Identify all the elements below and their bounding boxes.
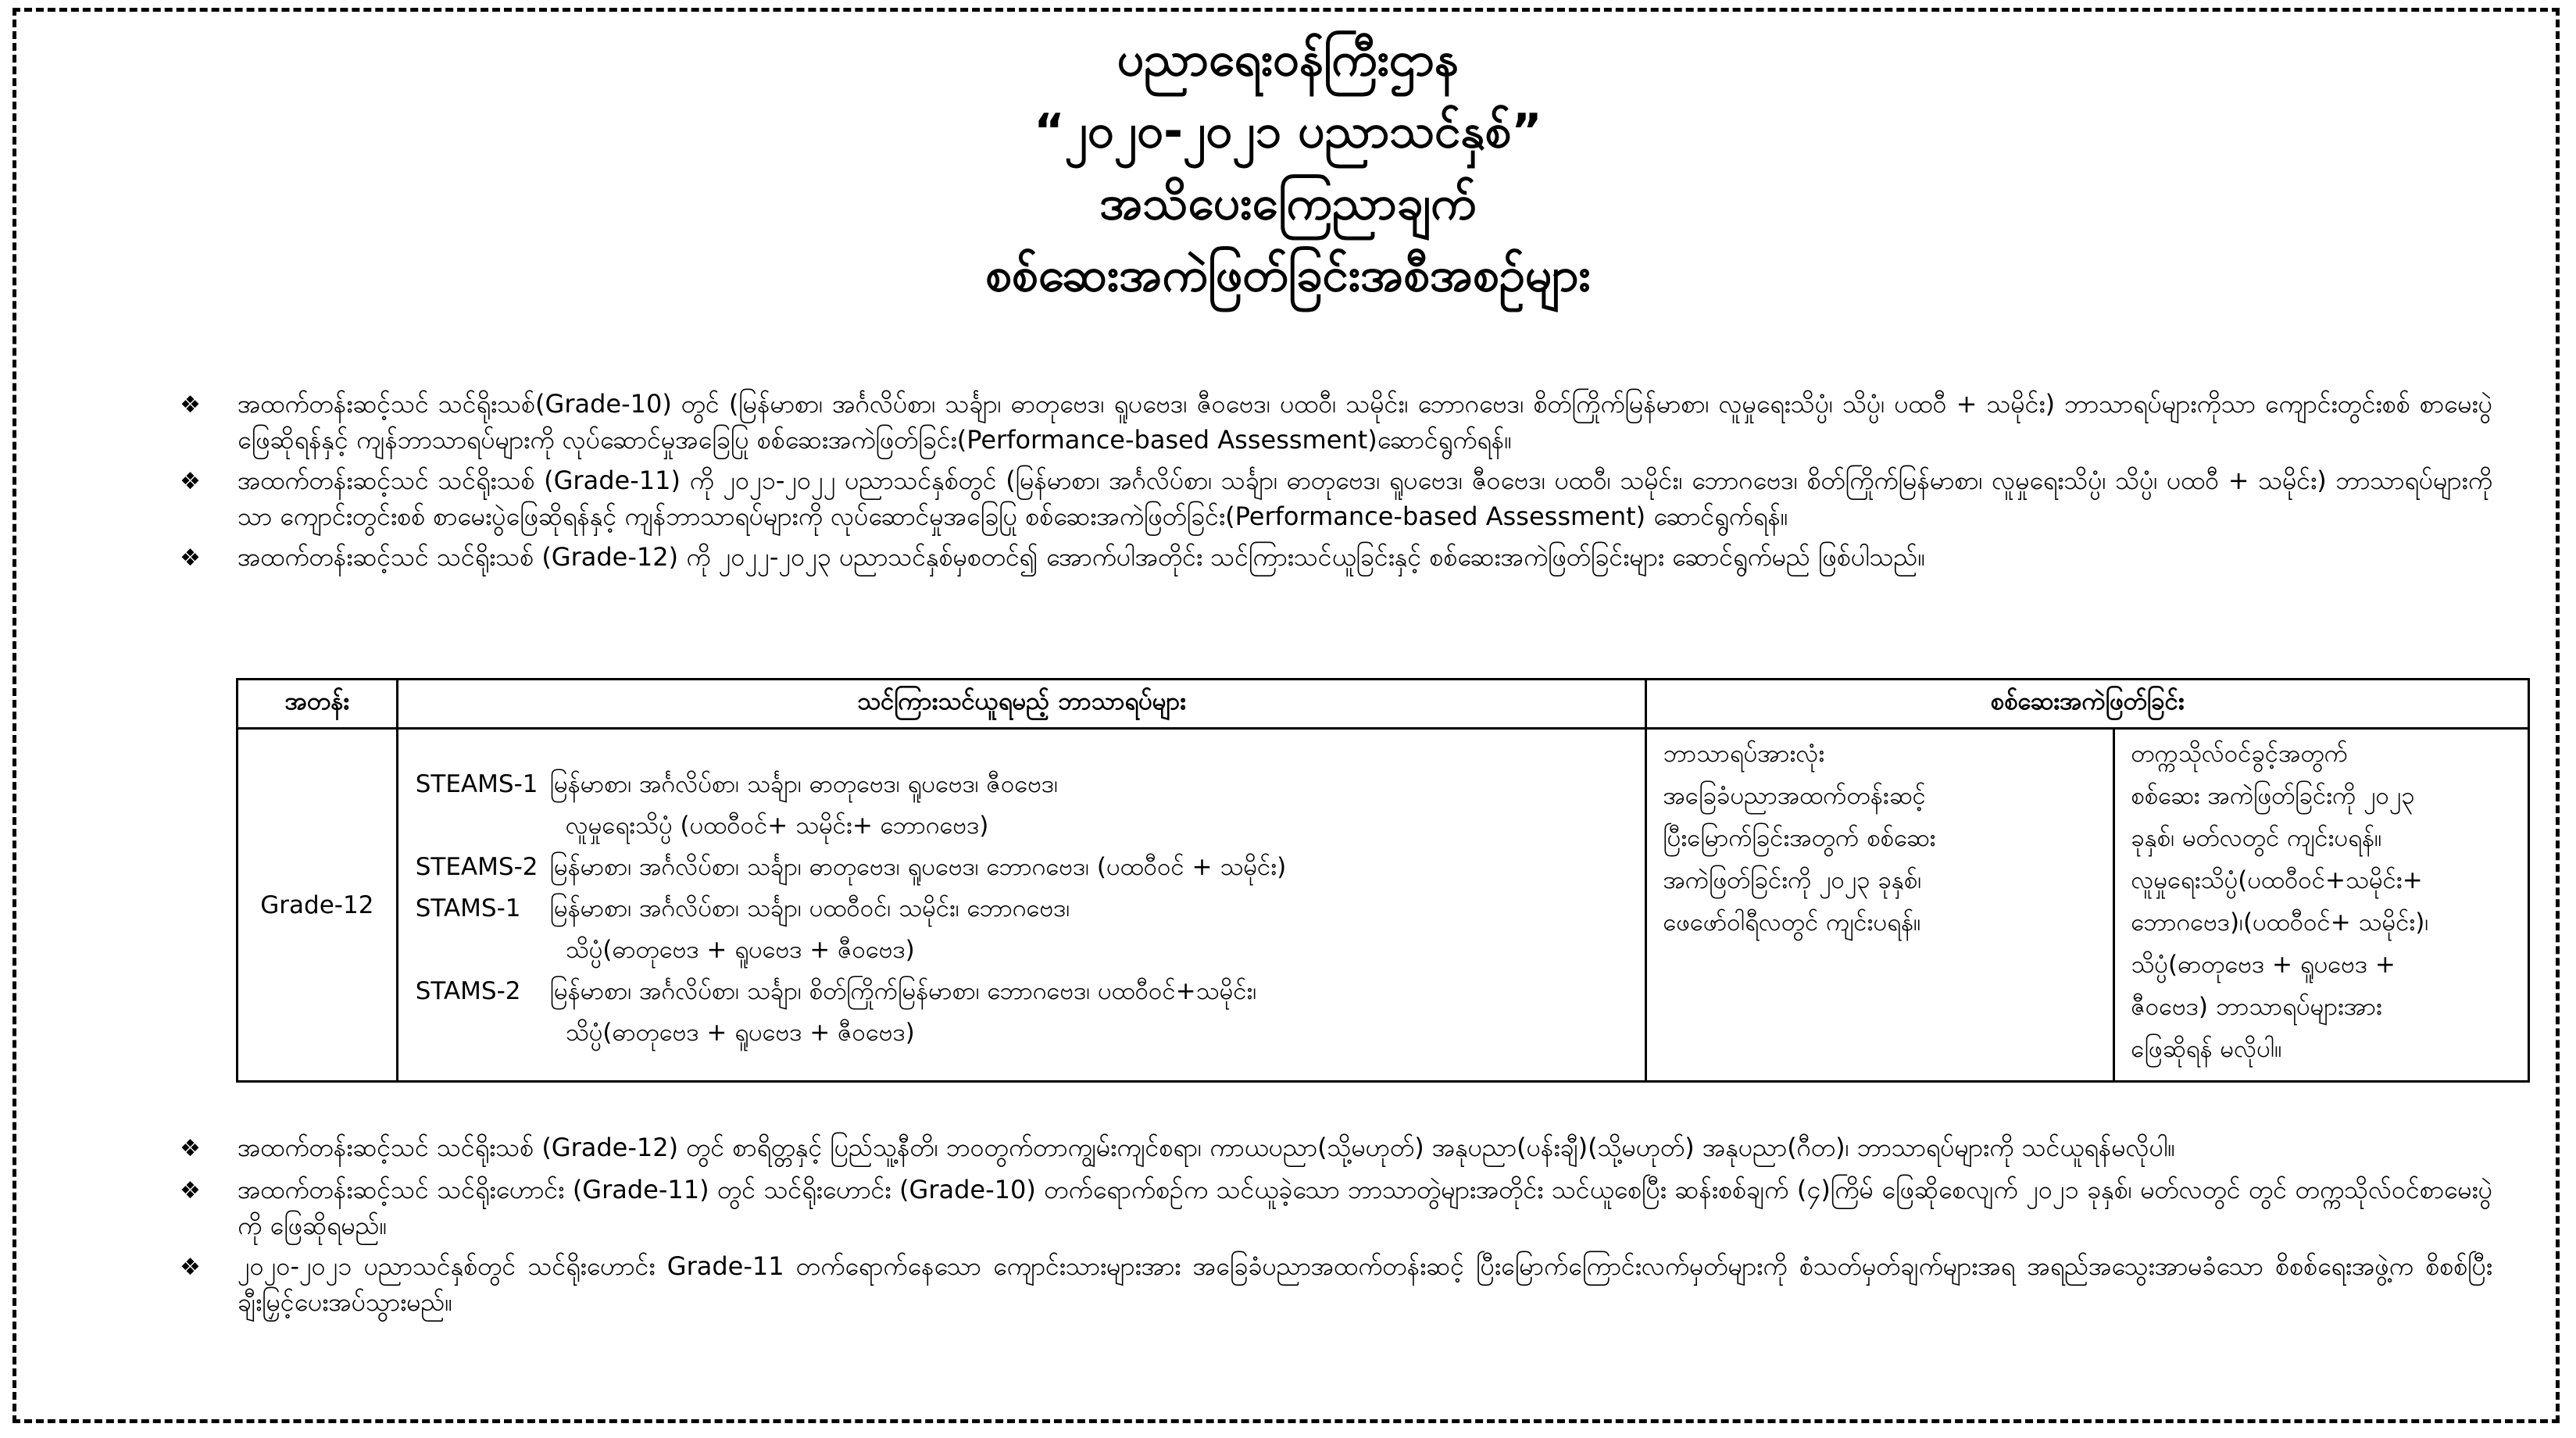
bullet-text-grade10: အထက်တန်းဆင့်သင် သင်ရိုးသစ်(Grade-10) တွင် (မြန်မာစာ၊ အင်္ဂလိပ်စာ၊ သင်္ချာ၊ ဓာတုဗေဒ၊ ရူပဗေဒ၊ ဇီဝဗေဒ၊ ပထဝီ၊ သမိုင်း၊ ဘောဂဗေဒ၊ စိတ်ကြိုက်မြန်မာစာ၊ လူမှုရေးသိပ္ပံ၊ သိပ္ပံ၊ ပထဝီ + သမိုင်း) ဘာသာရပ်များကိုသာ ကျောင်းတွင်းစစ် စာမေးပွဲဖြေဆိုရန်နှင့် ကျန်ဘာသာရပ်များကို လုပ်ဆောင်မှုအခြေပြု စစ်ဆေးအကဲဖြတ်ခြင်း(Performance-based Assessment)ဆောင်ရွက်ရန်။ [238,389,2493,455]
stream-code: STAMS-1 [415,894,521,922]
university-entrance-cell [2114,729,2529,1082]
header-subjects: သင်ကြားသင်ယူရမည့် ဘာသာရပ်များ [397,680,1646,729]
subject-list: သိပ္ပံ(ဓာတုဗေဒ + ရူပဗေဒ + ဇီဝဗေဒ) [565,936,915,964]
bullet-diamond-icon: ❖ [180,391,201,419]
stream-code: STEAMS-1 [415,770,538,798]
assessment-line: ဘောဂဗေဒ)၊(ပထဝီဝင်+ သမိုင်း)၊ [2131,908,2429,937]
subject-list: သိပ္ပံ(ဓာတုဗေဒ + ရူပဗေဒ + ဇီဝဗေဒ) [565,1019,915,1047]
subject-list: မြန်မာစာ၊ အင်္ဂလိပ်စာ၊ သင်္ချာ၊ ပထဝီဝင်၊ သမိုင်း၊ ဘောဂဗေဒ၊ [549,894,1070,922]
subject-list: မြန်မာစာ၊ အင်္ဂလိပ်စာ၊ သင်္ချာ၊ စိတ်ကြိုက်မြန်မာစာ၊ ဘောဂဗေဒ၊ ပထဝီဝင်+သမိုင်း၊ [549,977,1257,1005]
bullet-diamond-icon: ❖ [180,544,201,572]
subject-line [416,930,1645,971]
bullet-text-grade11: အထက်တန်းဆင့်သင် သင်ရိုးသစ် (Grade-11) ကို ၂၀၂၁-၂၀၂၂ ပညာသင်နှစ်တွင် (မြန်မာစာ၊ အင်္ဂလိပ်စာ၊ သင်္ချာ၊ ဓာတုဗေဒ၊ ရူပဗေဒ၊ ဇီဝဗေဒ၊ ပထဝီ၊ သမိုင်း၊ ဘောဂဗေဒ၊ စိတ်ကြိုက်မြန်မာစာ၊ လူမှုရေးသိပ္ပံ၊ သိပ္ပံ၊ ပထဝီ + သမိုင်း) ဘာသာရပ်များကိုသာ ကျောင်းတွင်းစစ် စာမေးပွဲဖြေဆိုရန်နှင့် ကျန်ဘာသာရပ်များကို လုပ်ဆောင်မှုအခြေပြု စစ်ဆေးအကဲဖြတ်ခြင်း(Performance-based Assessment) ဆောင်ရွက်ရန်။ [238,466,2493,531]
subject-list: မြန်မာစာ၊ အင်္ဂလိပ်စာ၊ သင်္ချာ၊ ဓာတုဗေဒ၊ ရူပဗေဒ၊ ဇီဝဗေဒ၊ [549,770,1058,798]
assessment-line: လူမှုရေးသိပ္ပံ(ပထဝီဝင်+သမိုင်း+ [2131,866,2423,894]
assessment-line: ဘာသာရပ်အားလုံး [1663,740,1825,768]
bullet-text-grade12: အထက်တန်းဆင့်သင် သင်ရိုးသစ် (Grade-12) ကို ၂၀၂၂-၂၀၂၃ ပညာသင်နှစ်မှစတင်၍ အောက်ပါအတိုင်း သင်ကြားသင်ယူခြင်းနှင့် စစ်ဆေးအကဲဖြတ်ခြင်းများ ဆောင်ရွက်မည် ဖြစ်ပါသည်။ [238,542,1926,572]
bullet-text-certificates: ၂၀၂၀-၂၀၂၁ ပညာသင်နှစ်တွင် သင်ရိုးဟောင်း Grade-11 တက်ရောက်နေသော ကျောင်းသားများအား အခြေခံပညာအထက်တန်းဆင့် ပြီးမြောက်ကြောင်းလက်မှတ်များကို စံသတ်မှတ်ချက်များအရ အရည်အသွေးအာမခံသော စိစစ်ရေးအဖွဲ့က စိစစ်ပြီး ချီးမြှင့်ပေးအပ်သွားမည်။ [238,1251,2492,1317]
bullet-diamond-icon: ❖ [180,1177,201,1204]
bullet-item [180,539,2492,576]
assessment-line: အခြေခံပညာအထက်တန်းဆင့် [1663,782,1926,810]
assessment-line: ခုနှစ်၊ မတ်လတွင် ကျင်းပရန်။ [2131,824,2382,852]
grade-cell: Grade-12 [238,729,398,1082]
subject-list: လူမှုရေးသိပ္ပံ (ပထဝီဝင်+ သမိုင်း+ ဘောဂဗေဒ) [565,812,989,840]
table-header-row [238,680,2529,729]
table-row [238,729,2529,1082]
subject-line [416,764,1645,805]
bullet-text-grade12-exempt: အထက်တန်းဆင့်သင် သင်ရိုးသစ် (Grade-12) တွင် စာရိတ္တနှင့် ပြည်သူ့နီတိ၊ ဘဝတွက်တာကျွမ်းကျင်စရာ၊ ကာယပညာ(သို့မဟုတ်) အနုပညာ(ပန်းချီ)(သို့မဟုတ်) အနုပညာ(ဂီတ)၊ ဘာသာရပ်များကို သင်ယူရန်မလိုပါ။ [238,1133,2176,1162]
assessment-line: စစ်ဆေး အကဲဖြတ်ခြင်းကို ၂၀၂၃ [2131,782,2415,810]
top-bullet-list [180,386,2492,581]
completion-assessment-cell [1646,729,2114,1082]
assessment-line: အကဲဖြတ်ခြင်းကို ၂၀၂၃ ခုနှစ်၊ [1663,866,1922,894]
subject-line [416,888,1645,930]
subject-list: မြန်မာစာ၊ အင်္ဂလိပ်စာ၊ သင်္ချာ၊ ဓာတုဗေဒ၊ ရူပဗေဒ၊ ဘောဂဗေဒ၊ (ပထဝီဝင် + သမိုင်း) [549,853,1287,881]
assessment-line: တက္ကသိုလ်ဝင်ခွင့်အတွက် [2131,740,2349,768]
announcement-title: အသိပေးကြေညာချက် [1099,176,1477,230]
header-grade: အတန်း [238,680,398,729]
assessment-line: ပြီးမြောက်ခြင်းအတွက် စစ်ဆေး [1663,824,1936,852]
bullet-item [180,386,2492,458]
bullet-diamond-icon: ❖ [180,1135,201,1162]
assessment-plan-title: စစ်ဆေးအကဲဖြတ်ခြင်းအစီအစဉ်များ [985,248,1591,302]
bullet-item [180,1129,2492,1167]
header-assessment: စစ်ဆေးအကဲဖြတ်ခြင်း [1646,680,2529,729]
bottom-bullet-list [180,1129,2492,1325]
bullet-diamond-icon: ❖ [180,468,201,495]
stream-code: STEAMS-2 [415,853,538,881]
bullet-diamond-icon: ❖ [180,1254,201,1281]
notice-title-block [0,23,2576,311]
assessment-line: ဇီဝဗေဒ) ဘာသာရပ်များအား [2131,993,2382,1021]
subject-combinations-cell [397,729,1646,1082]
grade12-assessment-table [236,678,2530,1083]
assessment-line: ဖြေဆိုရန် မလိုပါ။ [2131,1035,2282,1063]
academic-year-title: “၂၀၂၀-၂၀၂၁ ပညာသင်နှစ်” [1034,104,1542,159]
bullet-item [180,1248,2492,1320]
subject-line [416,1012,1645,1054]
bullet-item [180,1172,2492,1244]
subject-line [416,971,1645,1012]
subject-line [416,805,1645,847]
assessment-line: ဖေဖော်ဝါရီလတွင် ကျင်းပရန်။ [1663,908,1921,937]
subject-line [416,847,1645,888]
assessment-line: သိပ္ပံ(ဓာတုဗေဒ + ရူပဗေဒ + [2131,951,2396,979]
stream-code: STAMS-2 [415,977,521,1005]
bullet-item [180,462,2492,534]
bullet-text-old-grade11: အထက်တန်းဆင့်သင် သင်ရိုးဟောင်း (Grade-11) တွင် သင်ရိုးဟောင်း (Grade-10) တက်ရောက်စဉ်က သင်ယူခဲ့သော ဘာသာတွဲများအတိုင်း သင်ယူစေပြီး ဆန်းစစ်ချက် (၄)ကြိမ် ဖြေဆိုစေလျက် ၂၀၂၁ ခုနှစ်၊ မတ်လတွင် တွင် တက္ကသိုလ်ဝင်စာမေးပွဲကို ဖြေဆိုရမည်။ [238,1175,2493,1240]
ministry-title: ပညာရေးဝန်ကြီးဌာန [1117,32,1459,87]
